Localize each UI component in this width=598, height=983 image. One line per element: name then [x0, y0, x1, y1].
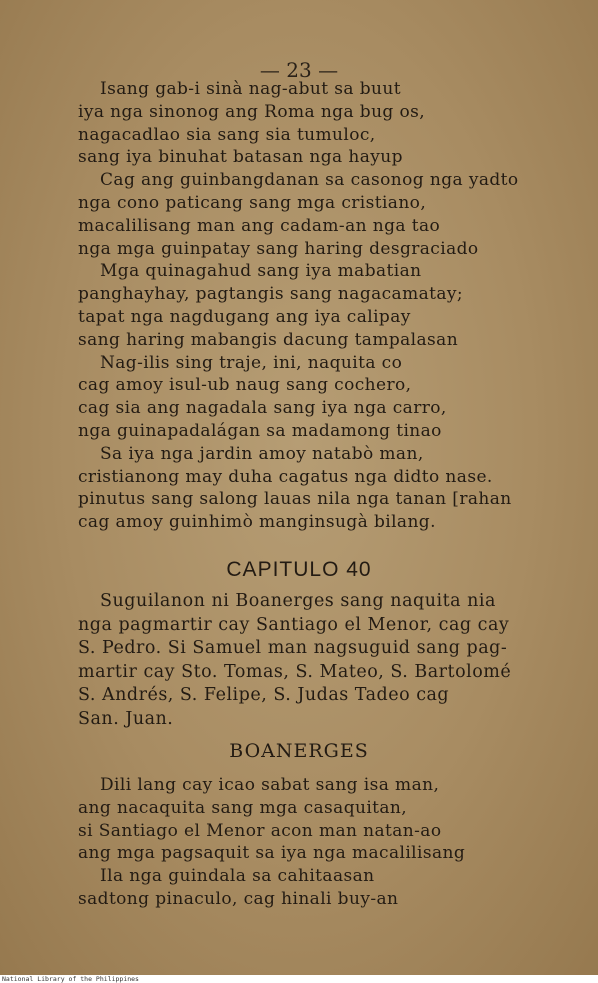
prose-line: S. Andrés, S. Felipe, S. Judas Tadeo cag: [78, 685, 450, 705]
verse-line: sadtong pinaculo, cag hinali buy-an: [78, 888, 399, 909]
verse-line: Ila nga guindala sa cahitaasan: [100, 866, 375, 887]
verse-line: cag amoy isul-ub naug sang cochero,: [78, 375, 412, 396]
verse-line: nga cono paticang sang mga cristiano,: [78, 192, 427, 213]
verse-line: panghayhay, pagtangis sang nagacamatay;: [78, 284, 464, 305]
verse-block-bottom: [78, 774, 548, 911]
verse-line: cag sia ang nagadala sang iya nga carro,: [78, 398, 447, 419]
verse-line: sang haring mabangis dacung tampalasan: [78, 329, 459, 350]
verse-line: macalilisang man ang cadam-an nga tao: [78, 215, 441, 236]
verse-line: Mga quinagahud sang iya mabatian: [100, 261, 422, 282]
verse-line: nga mga guinpatay sang haring desgraciado: [78, 238, 479, 259]
verse-line: Nag-ilis sing traje, ini, naquita co: [100, 352, 403, 373]
verse-line: ang nacaquita sang mga casaquitan,: [78, 797, 408, 818]
prose-line: nga pagmartir cay Santiago el Menor, cag cay: [78, 614, 510, 635]
prose-line: Suguilanon ni Boanerges sang naquita nia: [100, 591, 496, 611]
chapter-heading: CAPITULO 40: [226, 558, 372, 581]
library-credit: National Library of the Philippines: [2, 975, 139, 983]
page-number: — 23 —: [259, 58, 339, 82]
verse-line: si Santiago el Menor acon man natan-ao: [78, 820, 442, 841]
verse-line: tapat nga nagdugang ang iya calipay: [78, 306, 411, 327]
verse-line: cristianong may duha cagatus nga didto nase.: [78, 466, 493, 487]
prose-line: San. Juan.: [78, 708, 174, 729]
verse-line: ang mga pagsaquit sa iya nga macalilisang: [78, 843, 466, 864]
prose-line: martir cay Sto. Tomas, S. Mateo, S. Bartolomé: [78, 661, 512, 682]
verse-line: iya nga sinonog ang Roma nga bug os,: [78, 101, 426, 122]
prose-line: S. Pedro. Si Samuel man nagsuguid sang pag-: [78, 638, 508, 658]
speaker-heading: BOANERGES: [229, 740, 369, 762]
verse-line: sang iya binuhat batasan nga hayup: [78, 147, 403, 168]
verse-line: nga guinapadalágan sa madamong tinao: [78, 420, 442, 441]
verse-line: Isang gab-i sinà nag-abut sa buut: [100, 79, 401, 99]
verse-line: cag amoy guinhimò manginsugà bilang.: [78, 512, 436, 533]
verse-block-top: [78, 78, 548, 534]
verse-line: Cag ang guinbangdanan sa casonog nga yadto: [100, 170, 519, 191]
verse-line: pinutus sang salong lauas nila nga tanan [rahan: [78, 489, 512, 510]
verse-line: nagacadlao sia sang sia tumuloc,: [78, 124, 376, 145]
chapter-summary: [78, 590, 548, 731]
verse-line: Dili lang cay icao sabat sang isa man,: [100, 775, 440, 795]
verse-line: Sa iya nga jardin amoy natabò man,: [100, 443, 424, 464]
